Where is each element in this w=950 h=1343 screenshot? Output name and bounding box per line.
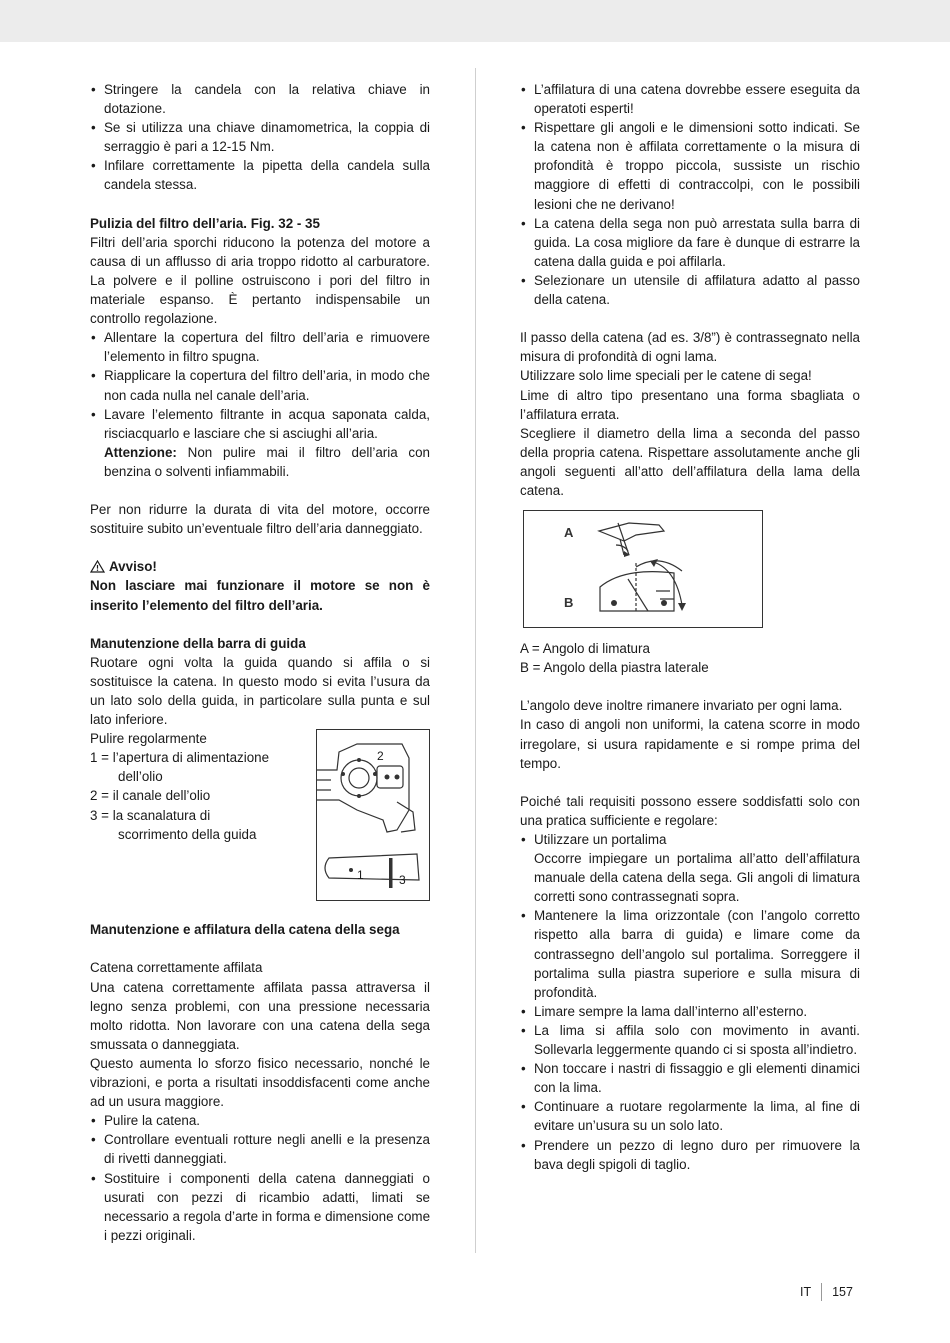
list-item: • L’affilatura di una catena dovrebbe essere eseguita da operatoti esperti! bbox=[520, 80, 860, 118]
figure-label-1: 1 bbox=[357, 868, 364, 883]
air-filter-list bbox=[90, 328, 430, 481]
guide-bar-drawing bbox=[317, 730, 429, 900]
legend-b: B = Angolo della piastra laterale bbox=[520, 660, 709, 676]
holder-title: Utilizzare un portalima bbox=[534, 832, 667, 847]
right-column bbox=[520, 80, 860, 1174]
list-item: • Non toccare i nastri di fissaggio e gli elementi dinamici con la lima. bbox=[520, 1059, 860, 1097]
chain-maint-list bbox=[90, 1111, 430, 1245]
legend-item: 2 = il canale dell’olio bbox=[90, 788, 211, 804]
guide-bar-section bbox=[90, 729, 430, 901]
guide-bar-heading: Manutenzione della barra di guida bbox=[90, 635, 306, 651]
wrong-files-text: Lime di altro tipo presentano una forma sbagliata o l’affilatura errata. bbox=[520, 387, 860, 422]
spark-plug-list bbox=[90, 80, 430, 195]
page-footer bbox=[800, 1283, 853, 1301]
chain-text-1: Una catena correttamente affilata passa attraversa il legno senza problemi, con una pressione necessaria molto ridotta. Non lavorare con una catena della sega smussata o danneggiata. bbox=[90, 979, 430, 1052]
chain-text-2: Questo aumenta lo sforzo fisico necessario, nonché le vibrazioni, e porta a risultati insoddisfacenti come anche ad un usura maggiore. bbox=[90, 1055, 430, 1110]
warning-heading bbox=[90, 557, 430, 576]
chain-subheading: Catena correttamente affilata bbox=[90, 960, 263, 976]
language-code: IT bbox=[800, 1285, 812, 1299]
page-number: 157 bbox=[832, 1285, 853, 1299]
left-column bbox=[90, 80, 430, 1245]
guide-bar-figure bbox=[316, 729, 430, 901]
list-item: • Allentare la copertura del filtro dell’aria e rimuovere l’elemento in filtro spugna. bbox=[90, 328, 430, 366]
list-item: • Limare sempre la lama dall’interno all’esterno. bbox=[520, 1002, 860, 1021]
chain-angle-drawing bbox=[524, 511, 762, 627]
replace-filter-text: Per non ridurre la durata di vita del motore, occorre sostituire subito un’eventuale filtro dell’aria danneggiato. bbox=[90, 502, 430, 537]
list-item: • Mantenere la lima orizzontale (con l’angolo corretto rispetto alla barra di guida) e limare come da contrassegno dell’angolo sul portalima. Sorreggere il portalima sulla piastra superiore e sulla misura di profondità. bbox=[520, 906, 860, 1001]
list-item: • Se si utilizza una chiave dinamometrica, la coppia di serraggio è pari a 12-15 Nm. bbox=[90, 118, 430, 156]
figure-label-3: 3 bbox=[399, 873, 406, 888]
list-item: • Prendere un pezzo di legno duro per rimuovere la bava degli spigoli di taglio. bbox=[520, 1136, 860, 1174]
diameter-text: Scegliere il diametro della lima a seconda del passo della propria catena. Rispettare assolutamente anche gli angoli seguenti all’atto dell’affilatura della lama della catena. bbox=[520, 425, 860, 498]
legend-item: 3 = la scanalatura di bbox=[90, 807, 211, 823]
footer-divider bbox=[821, 1283, 822, 1301]
list-item: • Selezionare un utensile di affilatura adatto al passo della catena. bbox=[520, 271, 860, 309]
list-item: • Pulire la catena. bbox=[90, 1111, 430, 1130]
list-item: • Continuare a ruotare regolarmente la lima, al fine di evitare un’usura su un solo lato. bbox=[520, 1097, 860, 1135]
sharpening-list bbox=[520, 80, 860, 309]
list-item: • Riapplicare la copertura del filtro dell’aria, in modo che non cada nulla nel canale dell’aria. bbox=[90, 366, 430, 404]
warning-title: Avviso! bbox=[109, 559, 157, 575]
uneven-text: In caso di angoli non uniformi, la catena scorre in modo irregolare, si usura rapidamente e si rompe prima del tempo. bbox=[520, 717, 860, 771]
list-item: • La lima si affila solo con movimento in avanti. Sollevarla leggermente quando ci si sposta all’indietro. bbox=[520, 1021, 860, 1059]
technique-list bbox=[520, 830, 860, 1174]
figure-label-2: 2 bbox=[377, 749, 384, 764]
list-item: • Stringere la candela con la relativa chiave in dotazione. bbox=[90, 80, 430, 118]
list-item-text: Lavare l’elemento filtrante in acqua saponata calda, risciacquarlo e lasciare che si asciughi all’aria. bbox=[104, 406, 430, 441]
chain-angle-figure bbox=[523, 510, 763, 628]
warning-text: Non lasciare mai funzionare il motore se non è inserito l’elemento del filtro dell’aria. bbox=[90, 578, 430, 613]
list-item: • Controllare eventuali rotture negli anelli e la presenza di rivetti danneggiati. bbox=[90, 1130, 430, 1168]
legend-item: 1 = l’apertura di alimentazione bbox=[90, 750, 270, 766]
angle-text: L’angolo deve inoltre rimanere invariato per ogni lama. bbox=[520, 698, 843, 714]
guide-bar-text: Ruotare ogni volta la guida quando si affila o si sostituisce la catena. In questo modo si evita l’usura da un lato solo della guida, in particolare sulla punta e sul lato inferiore. bbox=[90, 654, 430, 728]
chain-maint-heading: Manutenzione e affilatura della catena della sega bbox=[90, 922, 400, 938]
attention-text: Non pulire mai il filtro dell’aria con benzina o solventi infiammabili. bbox=[104, 444, 430, 479]
attention-label: Attenzione: bbox=[104, 444, 177, 460]
legend-a: A = Angolo di limatura bbox=[520, 641, 650, 657]
warning-triangle-icon bbox=[90, 560, 105, 573]
top-header-band bbox=[0, 0, 950, 42]
figure-label-a: A bbox=[564, 525, 574, 541]
requirements-text: Poiché tali requisiti possono essere soddisfatti solo con una pratica sufficiente e regolare: bbox=[520, 793, 860, 828]
list-item: • Sostituire i componenti della catena danneggiati o usurati con pezzi di ricambio adatti, limati se necessario a regola d’arte in forma e dimensione come i pezzi originali. bbox=[90, 1169, 430, 1245]
list-item bbox=[520, 830, 860, 906]
legend-item-cont: dell’olio bbox=[118, 769, 163, 785]
list-item: • Infilare correttamente la pipetta della candela sulla candela stessa. bbox=[90, 156, 430, 194]
column-divider bbox=[475, 68, 476, 1253]
air-filter-heading: Pulizia del filtro dell’aria. Fig. 32 - 35 bbox=[90, 215, 320, 231]
pitch-text: Il passo della catena (ad es. 3/8”) è contrassegnato nella misura di profondità di ogni lama. bbox=[520, 330, 860, 365]
guide-bar-legend bbox=[90, 729, 269, 901]
legend-item-cont: scorrimento della guida bbox=[118, 826, 257, 842]
holder-text: Occorre impiegare un portalima all’atto dell’affilatura manuale della catena della sega. Gli angoli di limatura corretti sono contrassegnati sopra. bbox=[534, 851, 860, 905]
clean-label: Pulire regolarmente bbox=[90, 731, 207, 747]
list-item: • La catena della sega non può arrestata sulla barra di guida. La cosa migliore da fare è dunque di estrarre la catena dalla guida e poi affilarla. bbox=[520, 214, 860, 271]
figure-label-b: B bbox=[564, 595, 574, 611]
air-filter-text: Filtri dell’aria sporchi riducono la potenza del motore a causa di un afflusso di aria troppo ridotto al carburatore. La polvere e il polline ostruiscono i pori del filtro in materiale espanso. È pertanto indispensabile un controllo regolazione. bbox=[90, 234, 430, 327]
files-text: Utilizzare solo lime speciali per le catene di sega! bbox=[520, 368, 812, 384]
list-item bbox=[90, 405, 430, 481]
list-item: • Rispettare gli angoli e le dimensioni sotto indicati. Se la catena non è affilata correttamente o la misura di profondità è troppo piccola, sussiste un rischio maggiore di effetti di contraccolpi, con le possibili lesioni che ne derivano! bbox=[520, 118, 860, 213]
